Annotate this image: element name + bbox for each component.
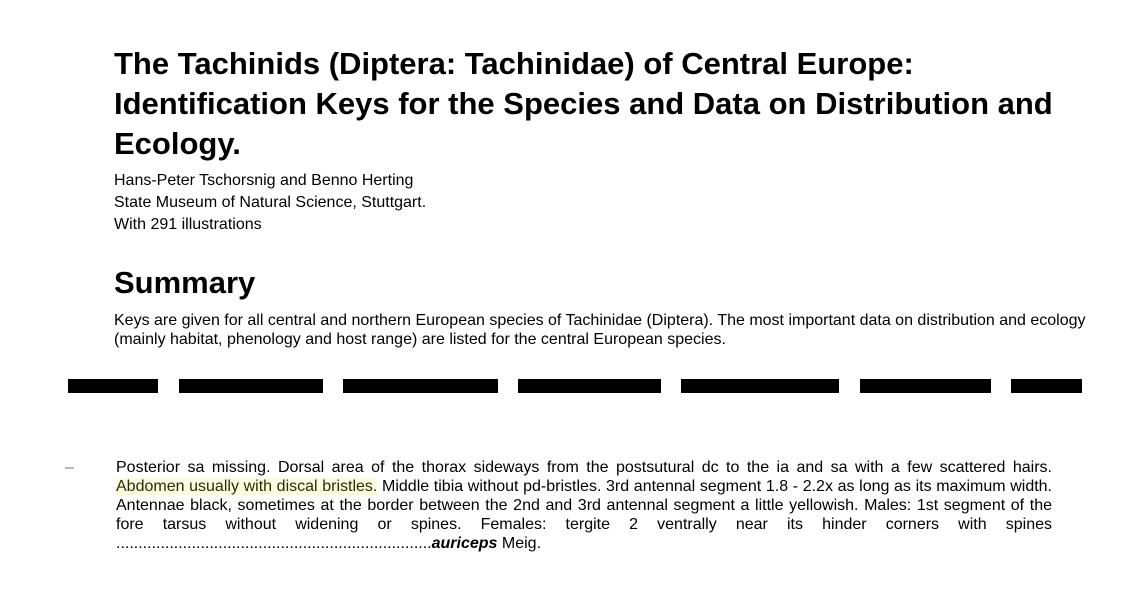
divider-segment: [68, 379, 158, 393]
institution-line: State Museum of Natural Science, Stuttgart.: [114, 194, 427, 211]
leader-dots: .......................................................................: [116, 535, 432, 552]
species-name: auriceps: [431, 535, 498, 552]
divider-segment: [179, 379, 323, 393]
key-couplet-text: [116, 458, 1052, 553]
divider-segment: [518, 379, 661, 393]
summary-heading: Summary: [114, 265, 256, 300]
summary-paragraph: Keys are given for all central and northern European species of Tachinidae (Diptera). The most important data on distribution and ecology (mainly habitat, phenology and host range) are listed for the central European species.: [114, 312, 1086, 348]
species-author: Meig.: [497, 535, 542, 552]
highlighted-phrase[interactable]: Abdomen usually with discal bristles.: [116, 478, 378, 495]
divider-segment: [343, 379, 498, 393]
section-divider: [0, 379, 1134, 393]
divider-segment: [681, 379, 839, 393]
key-couplet-marker: –: [65, 459, 74, 476]
authors-line: Hans-Peter Tschorsnig and Benno Herting: [114, 172, 414, 189]
key-text-part: Posterior sa missing. Dorsal area of the thorax sideways from the postsutural dc to the ia and sa with a few scattered hairs.: [116, 459, 1052, 476]
key-text-part: Middle tibia without pd-bristles. 3rd antennal segment 1.8 - 2.2x as long as its maximum width. Antennae black, sometimes at the border between the 2nd and 3rd antennal segment a little yellowish. Males: 1st segment of the fore tarsus without widening or spines. Females: tergite 2 ventrally near its hinder corners with spines: [116, 478, 1053, 533]
divider-segment: [1011, 379, 1082, 393]
illustrations-line: With 291 illustrations: [114, 216, 262, 233]
divider-segment: [860, 379, 991, 393]
document-title: The Tachinids (Diptera: Tachinidae) of Central Europe: Identification Keys for the Species and Data on Distribution and Ecology.: [114, 46, 1053, 161]
author-block: [114, 170, 426, 236]
